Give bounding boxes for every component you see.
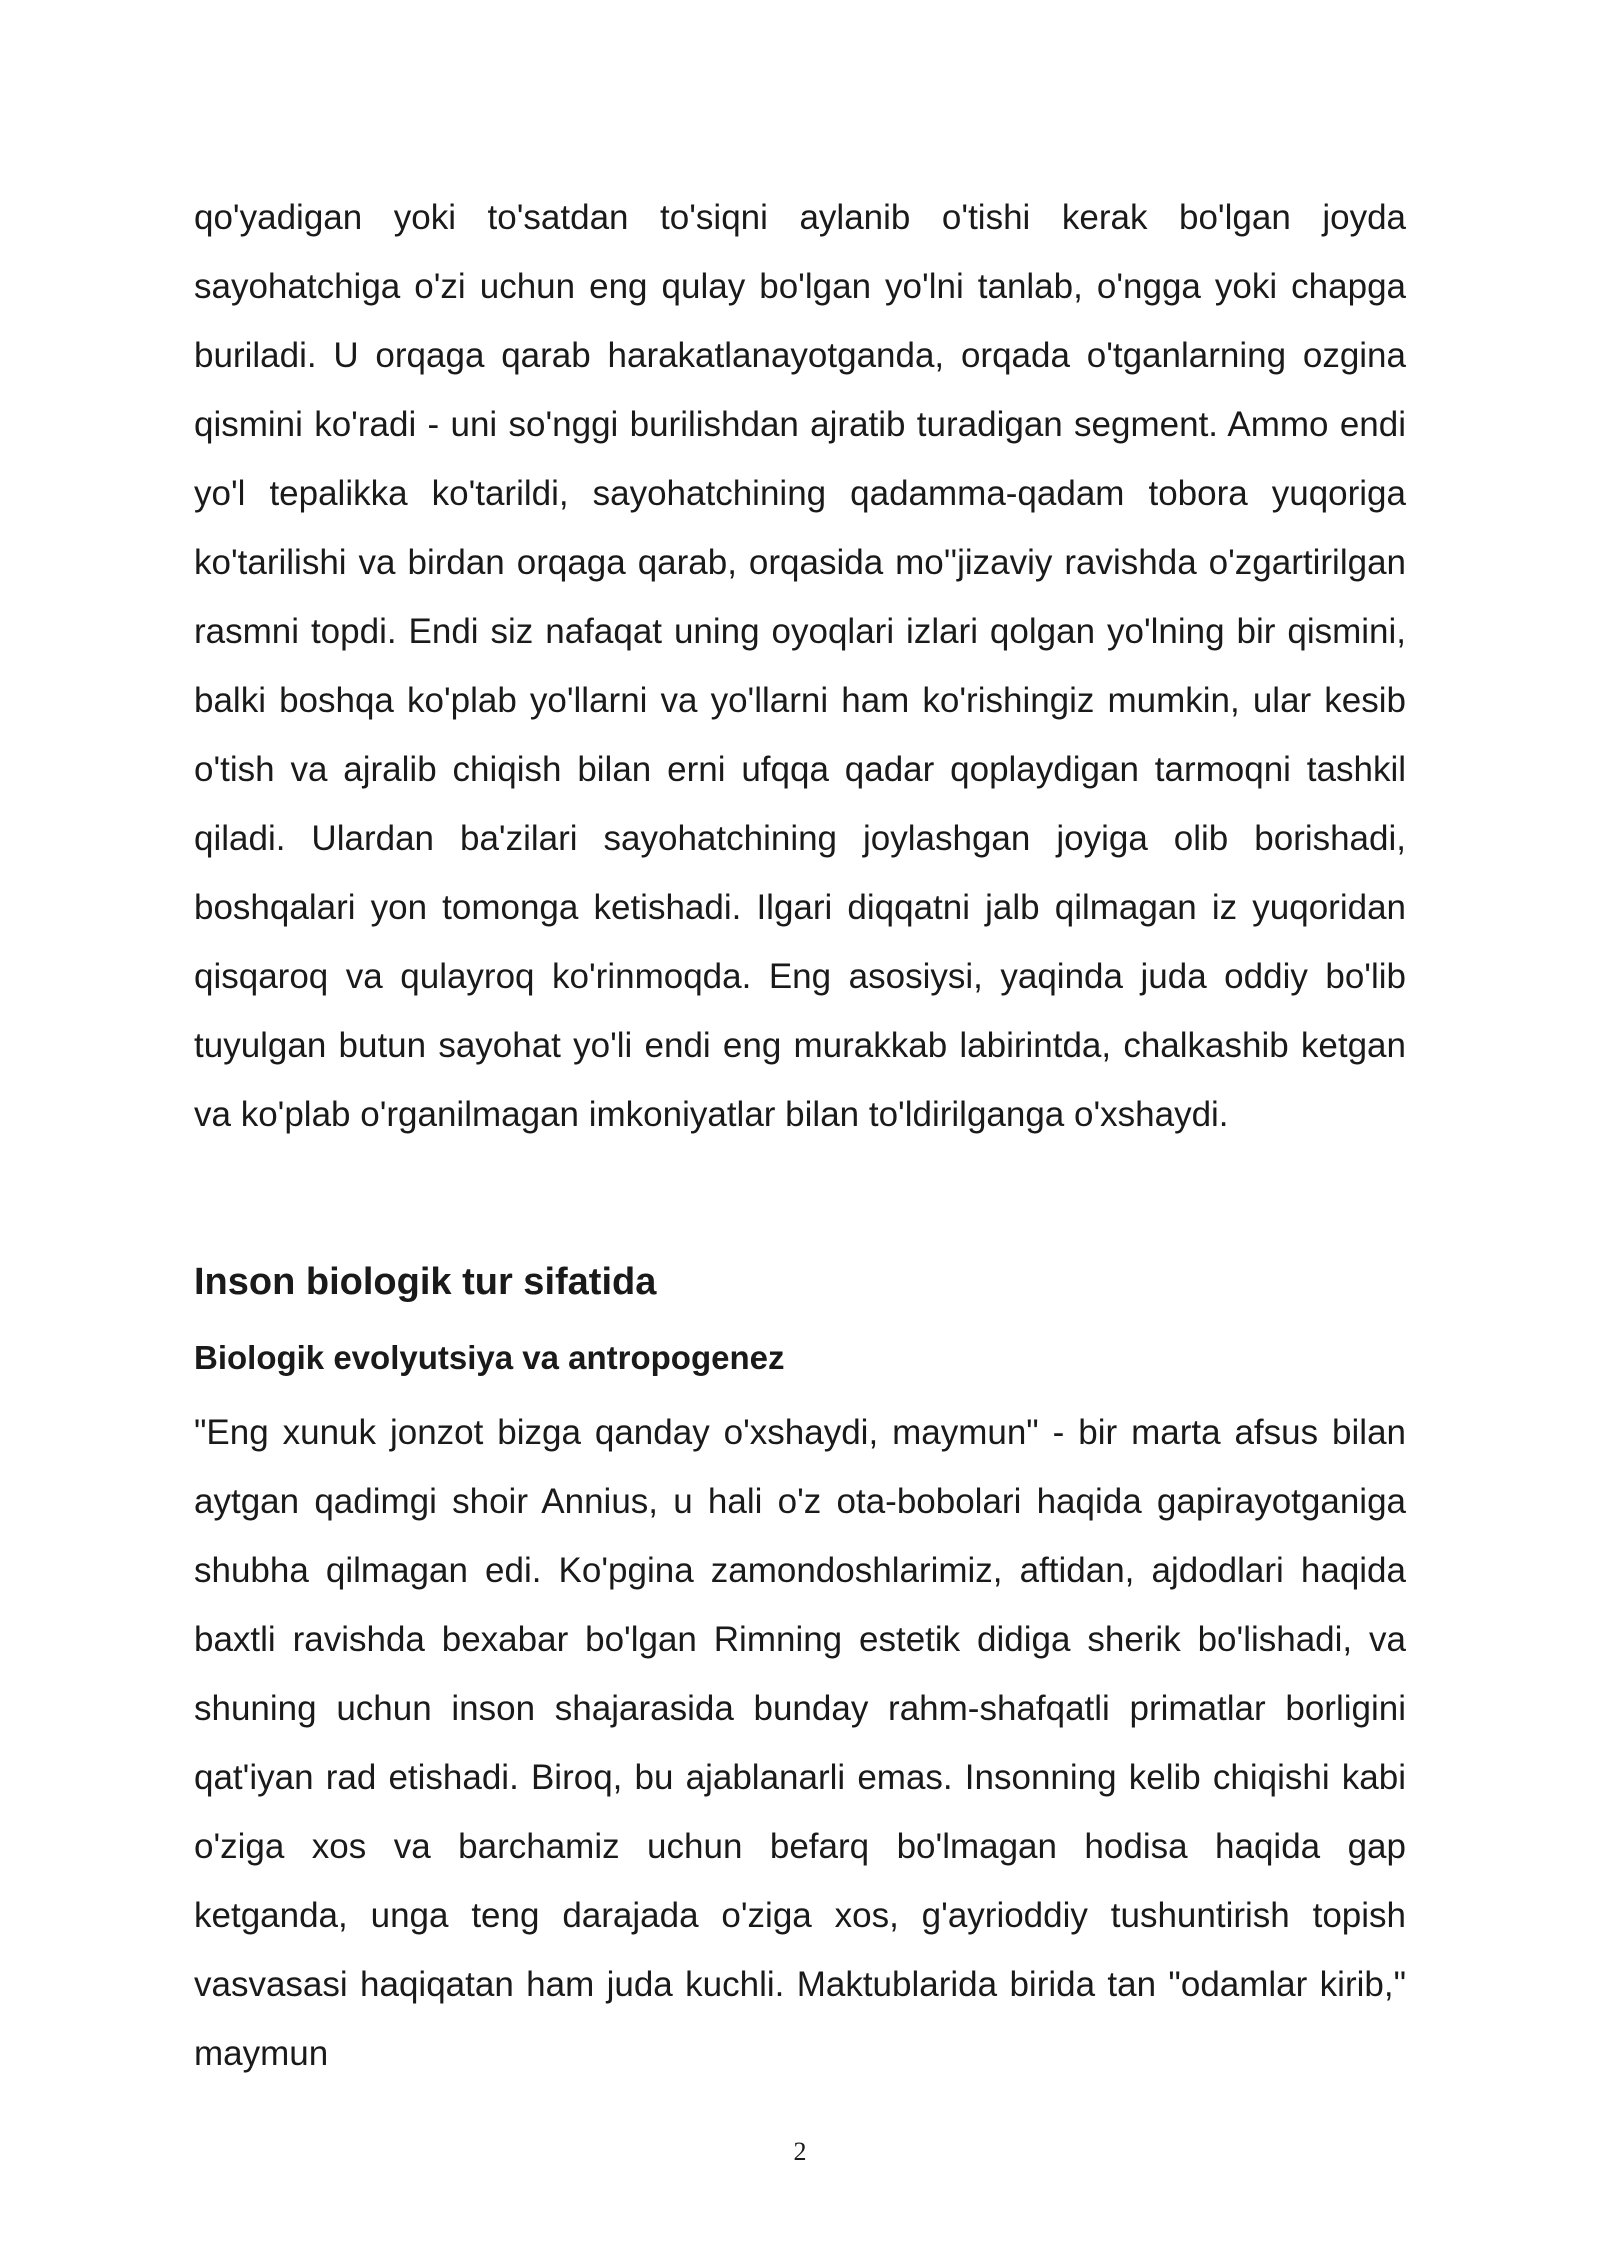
body-paragraph: qo'yadigan yoki to'satdan to'siqni aylanib o'tishi kerak bo'lgan joyda sayohatchiga o'zi uchun eng qulay bo'lgan yo'lni tanlab, o'ngga yoki chapga buriladi. U orqaga qarab harakatlanayotganda, orqada o'tganlarning ozgina qismini ko'radi - uni so'nggi burilishdan ajratib turadigan segment. Ammo endi yo'l tepalikka ko'tarildi, sayohatchining qadamma-qadam tobora yuqoriga ko'tarilishi va birdan orqaga qarab, orqasida mo''jizaviy ravishda o'zgartirilgan rasmni topdi. Endi siz nafaqat uning oyoqlari izlari qolgan yo'lning bir qismini, balki boshqa ko'plab yo'llarni va yo'llarni ham ko'rishingiz mumkin, ular kesib o'tish va ajralib chiqish bilan erni ufqqa qadar qoplaydigan tarmoqni tashkil qiladi. Ulardan ba'zilari sayohatchining joylashgan joyiga olib borishadi, boshqalari yon tomonga ketishadi. Ilgari diqqatni jalb qilmagan iz yuqoridan qisqaroq va qulayroq ko'rinmoqda. Eng asosiysi, yaqinda juda oddiy bo'lib tuyulgan butun sayohat yo'li endi eng murakkab labirintda, chalkashib ketgan va ko'plab o'rganilmagan imkoniyatlar bilan to'ldirilganga o'xshaydi.: [194, 198, 1406, 1134]
section-heading: Inson biologik tur sifatida: [194, 1261, 657, 1303]
body-paragraph: "Eng xunuk jonzot bizga qanday o'xshaydi, maymun" - bir marta afsus bilan aytgan qadimgi shoir Annius, u hali o'z ota-bobolari haqida gapirayotganiga shubha qilmagan edi. Ko'pgina zamondoshlarimiz, aftidan, ajdodlari haqida baxtli ravishda bexabar bo'lgan Rimning estetik didiga sherik bo'lishadi, va shuning uchun inson shajarasida bunday rahm-shafqatli primatlar borligini qat'iyan rad etishadi. Biroq, bu ajablanarli emas. Insonning kelib chiqishi kabi o'ziga xos va barchamiz uchun befarq bo'lmagan hodisa haqida gap ketganda, unga teng darajada o'ziga xos, g'ayrioddiy tushuntirish topish vasvasasi haqiqatan ham juda kuchli. Maktublarida birida tan "odamlar kirib," maymun: [194, 1413, 1406, 2073]
subsection-heading: Biologik evolyutsiya va antropogenez: [194, 1339, 785, 1376]
page-number: 2: [793, 2137, 807, 2166]
